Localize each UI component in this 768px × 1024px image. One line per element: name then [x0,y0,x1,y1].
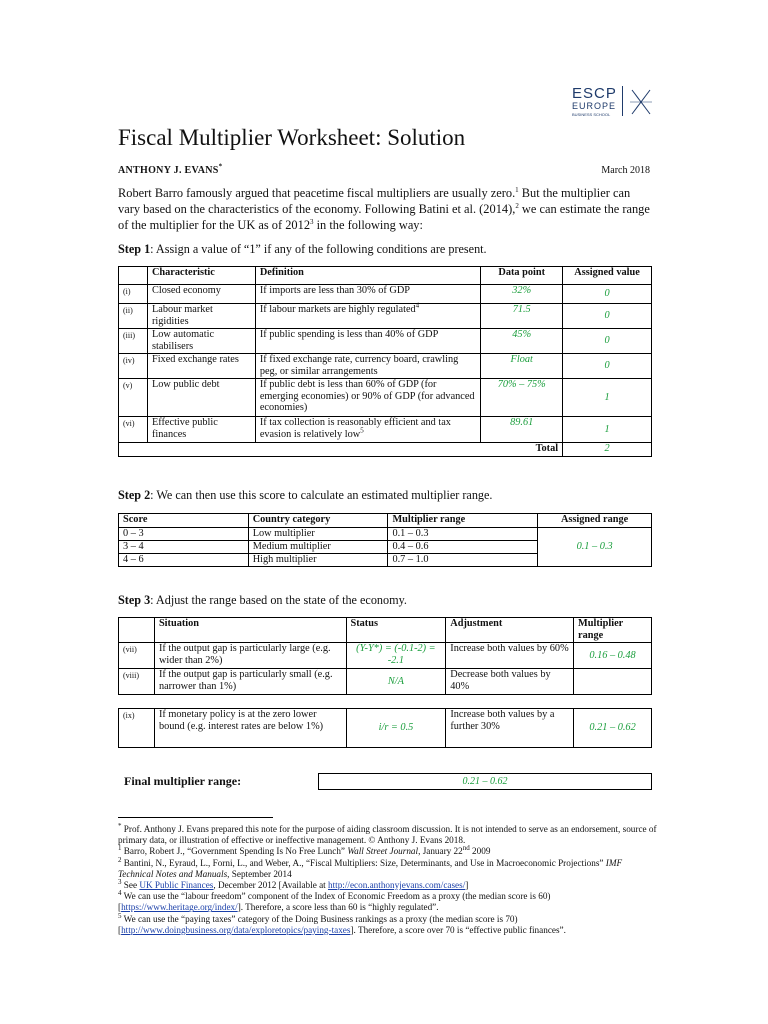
table-row: (vii) If the output gap is particularly large (e.g. wider than 2%) (Y-Y*) = (-0.1-2) = -2.1 Increase both values by 60% 0.16 – 0.48 [119,643,652,669]
logo-line2: EUROPE [572,101,617,111]
col-assigned-range: Assigned range [538,514,652,528]
escp-logo [572,86,662,122]
col-assigned-value: Assigned value [563,267,652,285]
date: March 2018 [601,165,650,176]
table-row: (iv) Fixed exchange rates If fixed exchange rate, currency board, crawling peg, or similar arrangements Float 0 [119,354,652,379]
step2-instruction: Step 2: We can then use this score to calculate an estimated multiplier range. [118,488,493,502]
footnote-4: $^4$ We can use the “labour freedom” component of the Index of Economic Freedom as a proxy (the median score is 60) [https://www.heritage.org/index/]. Therefore, a score less than 60 is “highly regulated”. [118,889,551,913]
col-country-category: Country category [248,514,388,528]
col-characteristic: Characteristic [147,267,255,285]
footnote-rule [118,817,273,818]
col-multiplier-range: Multiplier range [388,514,538,528]
table-row: (v) Low public debt If public debt is less than 60% of GDP (for emerging economies) or 90% of GDP (for advanced economies) 70% – 75% 1 [119,379,652,417]
col-definition: Definition [255,267,480,285]
logo-star-icon [630,88,652,116]
footnotes [118,821,658,936]
table-row: (viii) If the output gap is particularly small (e.g. narrower than 1%) N/A Decrease both values by 40% [119,669,652,695]
col-data-point: Data point [481,267,563,285]
score-table [118,513,652,567]
table-row: 4 – 6 High multiplier 0.7 – 1.0 [119,554,652,567]
intro-paragraph: Robert Barro famously argued that peacetime fiscal multipliers are usually zero.$^1$ But the multiplier can vary based on the characteristics of the economy. Following Batini et al. (2014),$^2$ we can estimate the range of the multiplier for the UK as of 2012$^3$ in the following way: [118,185,650,232]
footnote-1: $^1$ Barro, Robert J., “Government Spending Is No Free Lunch” Wall Street Journal, January 22nd 2009 [118,844,491,857]
footnote-2: $^2$ Bantini, N., Eyraud, L., Forni, L., and Weber, A., “Fiscal Multipliers: Size, Determinants, and Use in Macroeconomic Projections” IMF Technical Notes and Manuals, September 2014 [118,855,623,879]
final-range-label: Final multiplier range: [124,774,242,788]
step3-instruction: Step 3: Adjust the range based on the state of the economy. [118,593,407,607]
footnote-0: * Prof. Anthony J. Evans prepared this note for the purpose of aiding classroom discussion. It is not intended to serve as an endorsement, source of primary data, or illustration of effective or ineffective management. © Anthony J. Evans 2018. [118,821,657,846]
assigned-range-value: 0.1 – 0.3 [538,528,652,567]
heritage-link[interactable]: https://www.heritage.org/index/ [121,902,238,913]
col-situation: Situation [154,618,346,643]
table-row: 0 – 3 Low multiplier 0.1 – 0.3 0.1 – 0.3 [119,528,652,541]
logo-line3: BUSINESS SCHOOL [572,112,611,117]
econ-cases-link[interactable]: http://econ.anthonyjevans.com/cases/ [328,880,466,891]
step1-instruction: Step 1: Assign a value of “1” if any of the following conditions are present. [118,242,487,256]
table-row: (ix) If monetary policy is at the zero lower bound (e.g. interest rates are below 1%) i/r = 0.5 Increase both values by a further 30% 0.21 – 0.62 [119,709,652,748]
col-adjustment: Adjustment [446,618,574,643]
footnote-3: $^3$ See UK Public Finances, December 2012 [Available at http://econ.anthonyjevans.com/cases/] [118,877,469,891]
conditions-table [118,266,652,457]
table-row: (ii) Labour market rigidities If labour markets are highly regulated$^4$ 71.5 0 [119,304,652,329]
final-range-value: 0.21 – 0.62 [318,773,652,790]
table-row: 3 – 4 Medium multiplier 0.4 – 0.6 [119,541,652,554]
doingbusiness-link[interactable]: http://www.doingbusiness.org/data/exploretopics/paying-taxes [121,924,351,935]
col-status: Status [346,618,446,643]
col-score: Score [119,514,249,528]
zlb-table [118,708,652,748]
col-range: Multiplier range [574,618,652,643]
logo-line1: ESCP [572,85,617,102]
total-row: Total 2 [119,443,652,457]
adjustment-table [118,617,652,695]
footnote-5: $^5$ We can use the “paying taxes” category of the Doing Business rankings as a proxy (the median score is 70) [http://www.doingbusiness.org/data/exploretopics/paying-taxes]. Therefore, a score over 70 is “effective public finances”. [118,911,566,935]
table-row: (vi) Effective public finances If tax collection is reasonably efficient and tax evasion is relatively low$^5$ 89.61 1 [119,417,652,443]
table-row: (i) Closed economy If imports are less than 30% of GDP 32% 0 [119,285,652,304]
logo-divider [622,86,623,116]
uk-public-finances-link[interactable]: UK Public Finances [139,880,214,891]
page-title: Fiscal Multiplier Worksheet: Solution [118,125,466,150]
table-row: (iii) Low automatic stabilisers If public spending is less than 40% of GDP 45% 0 [119,329,652,354]
author: ANTHONY J. EVANS* [118,162,223,176]
